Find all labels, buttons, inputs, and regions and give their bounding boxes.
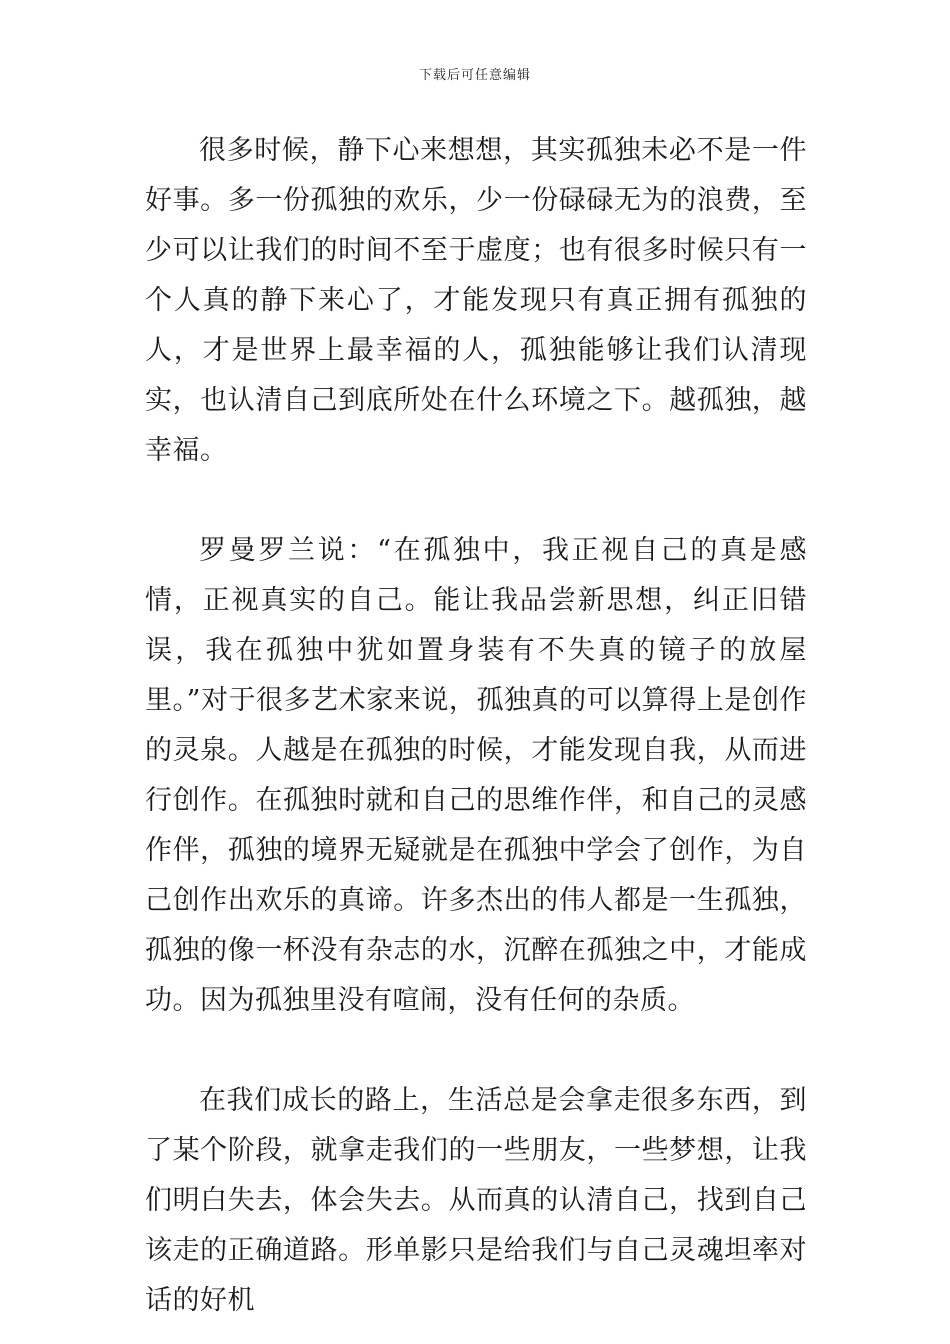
document-body: [145, 126, 807, 1326]
paragraph-3: 在我们成长的路上，生活总是会拿走很多东西，到了某个阶段，就拿走我们的一些朋友，一些梦想，让我们明白失去，体会失去。从而真的认清自己，找到自己该走的正确道路。形单影只是给我们与自己灵魂坦率对话的好机: [145, 1085, 807, 1316]
page-header-note: 下载后可任意编辑: [418, 68, 531, 83]
paragraph-2: 罗曼罗兰说：“在孤独中，我正视自己的真是感情，正视真实的自己。能让我品尝新思想，纠正旧错误，我在孤独中犹如置身装有不失真的镜子的放屋里。”对于很多艺术家来说，孤独真的可以算得上是创作的灵泉。人越是在孤独的时候，才能发现自我，从而进行创作。在孤独时就和自己的思维作伴，和自己的灵感作伴，孤独的境界无疑就是在孤独中学会了创作，为自己创作出欢乐的真谛。许多杰出的伟人都是一生孤独，孤独的像一杯没有杂志的水，沉醉在孤独之中，才能成功。因为孤独里没有喧闹，没有任何的杂质。: [145, 535, 807, 1016]
paragraph-1: 很多时候，静下心来想想，其实孤独未必不是一件好事。多一份孤独的欢乐，少一份碌碌无为的浪费，至少可以让我们的时间不至于虚度；也有很多时候只有一个人真的静下来心了，才能发现只有真正拥有孤独的人，才是世界上最幸福的人，孤独能够让我们认清现实，也认清自己到底所处在什么环境之下。越孤独，越幸福。: [145, 135, 807, 466]
